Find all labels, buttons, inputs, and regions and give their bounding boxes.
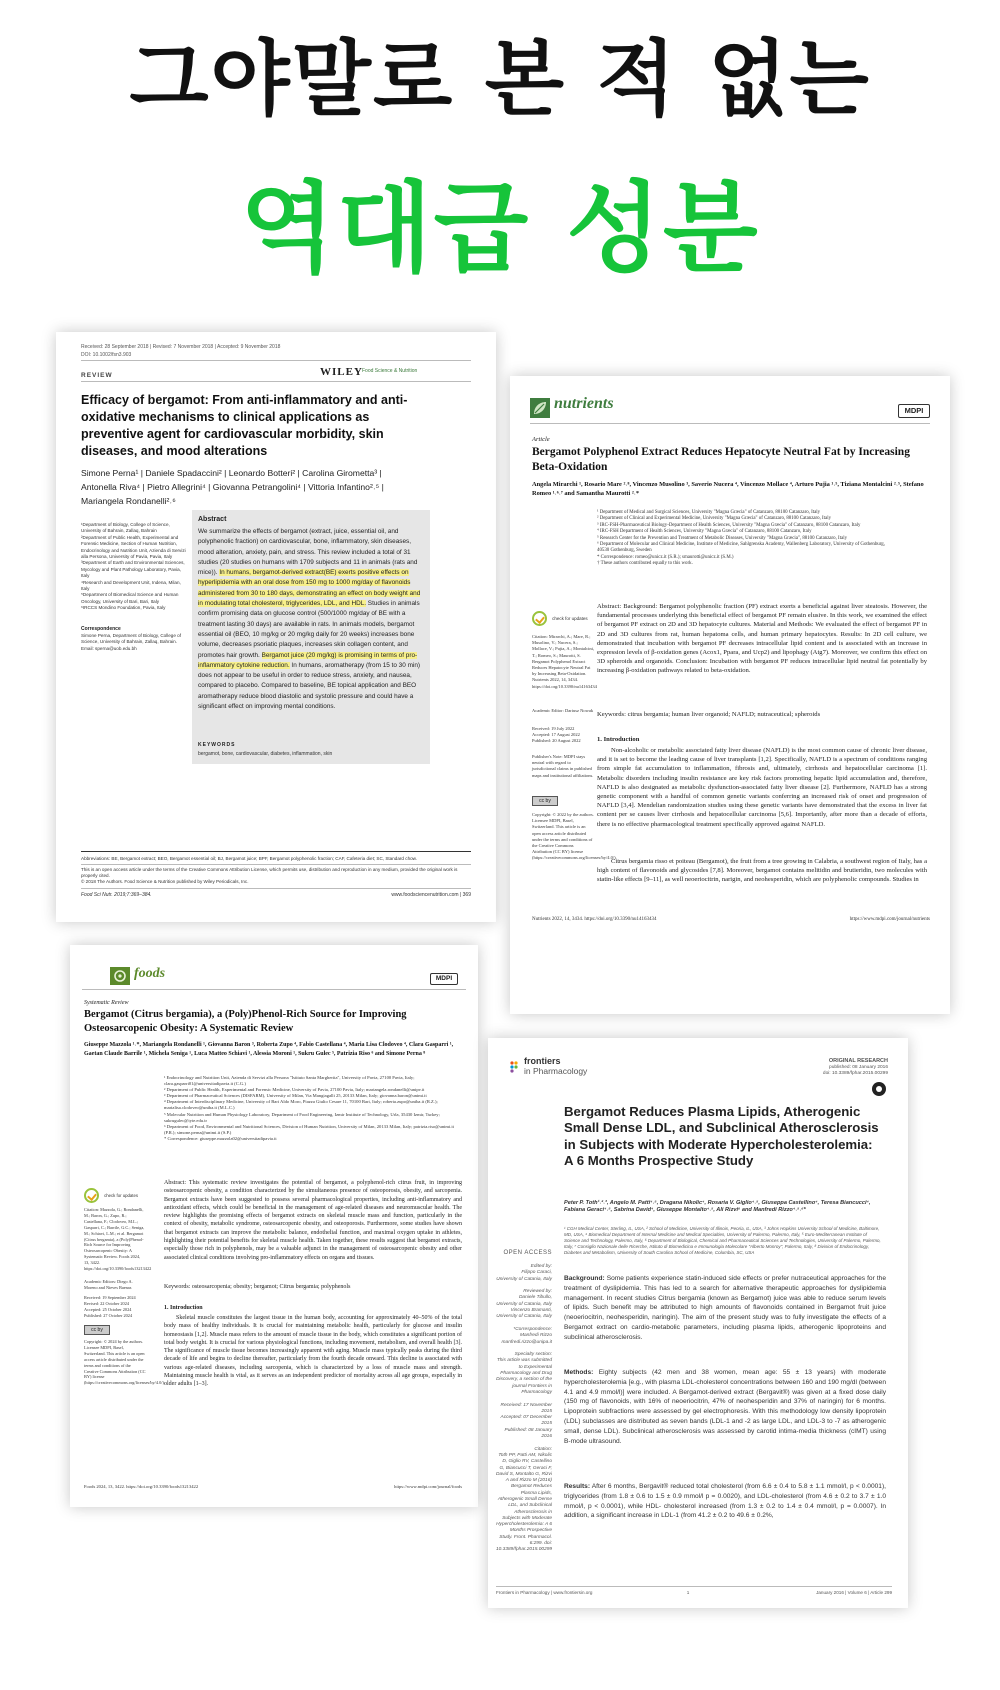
leaf-icon bbox=[530, 398, 550, 418]
check-updates-icon bbox=[532, 611, 547, 626]
footer-website: www.foodsciencenutrition.com | 369 bbox=[391, 892, 471, 898]
abstract: Abstract: Background: Bergamot polyphenolic fraction (PF) extract exerts a beneficial against liver steatosis. However, the fundamental processes underlying this beneficial effect of bergamot PF remain elusive. In this work, we examined the effect of bergamot PF extract on 2D and 3D hepatocyte cultures. Material and Methods: We evaluated the effect of bergamot PF in 2D and 3D cultures from rat, human hepatoma cells, and human primary hepatocytes. Results: In 2D cell culture, we demonstrated that incubation with bergamot PF decreases intracellular lipid content and is associated with an increase in expression levels of β-oxidation genes (Acox1, Ppara, and Ucp2) and lipophagy (Atg7). Moreover, we confirm this effect on 3D spheroids and organoids. Conclusion: Incubation with bergamot PF reduces intracellular lipid neutral fat potentially by increasing β-oxidation pathways related to beta-oxidation. bbox=[597, 603, 927, 675]
abstract-box bbox=[192, 510, 430, 764]
cc-by-license-badge: cc by bbox=[84, 1325, 110, 1335]
abstract-label: Abstract bbox=[198, 516, 227, 523]
keywords: bergamot, bone, cardiovascular, diabetes, inflammation, skin bbox=[198, 751, 333, 757]
paper-title: Bergamot Reduces Plasma Lipids, Atherogenic Small Dense LDL, and Subclinical Atherosclerosis in Subjects with Moderate Hypercholesterolemia: A 6 Months Prospective Study bbox=[564, 1104, 879, 1169]
abstract-background: Background: Some patients experience statin-induced side effects or prefer nutraceutical approaches for the treatment of dyslipidemia. This has led to a search for alternative therapeutic approaches for dyslipidemia management. In recent studies Citrus bergamia (known as Bergamot) juice was able to reduce serum levels of lipids. Such benefit may be attributed to high amounts of flavonoids contained in Bergamot fruit juice (neoeriocitrin, neohesperidin, naringin). The aim of the present study was to fully investigate the effects of a Bergamot extract on cardio-metabolic parameters, including plasma lipids, atherogenic lipoproteins and subclinical atherosclerosis. bbox=[564, 1275, 886, 1341]
paper-title: Bergamot (Citrus bergamia), a (Poly)Phenol-Rich Source for Improving Osteosarcopenic Obesity: A Systematic Review bbox=[84, 1009, 407, 1034]
keywords-label: KEYWORDS bbox=[198, 742, 236, 748]
abstract-text: We summarize the effects of bergamot (extract, juice, essential oil, and polyphenolic fraction) on cardiovascular, bone, inflammatory, skin diseases, mood alteration, anxiety, pain, and stress. This review included a total of 31 studies (20 studies on humans with 1709 subjects and 11 in animals (rats and mice)). In humans, bergamot-derived extract(BE) exerts positive effects on hyperlipidemia with an oral dose from 150 mg to 1000 mg/day of flavonoids administered from 30 to 180 days, demonstrating an effect on body weight and in modulating total cholesterol, triglycerides, LDL, and HDL. Studies in animals confirm promising data on glucose control (500/1000 mg/day of BE with a treatment lasting 30 days) are available in rats. In animals models, bergamot essential oil (BEO, 10 mg/kg or 20 mg/kg daily for 20 weeks) increases bone volume, decreases psoriatic plaques, increases skin collagen content, and promotes hair growth. Bergamot juice (20 mg/kg) is promising in terms of pro-inflammatory cytokine reduction. In humans, aromatherapy (from 15 to 30 min) does not appear to be useful in order to reduce stress, anxiety, and nausea, compared to placebo. Compared to baseline, BE topical application and BEO aromatherapy reduce blood diastolic and systolic pressure and could have a significant effect on improving mental conditions. bbox=[198, 528, 421, 711]
intro-paragraph-2: Citrus bergamia risso et poiteau (Bergamot), the fruit from a tree growing in Calabria, a southwest region of Italy, has a high content of flavonoids and glycosides [7,8]. Moreover, bergamot contains melitidin and brutieridin, two molecules with statin-like effects [9–11], as well neoeriocitrin, narigin, and neohesperidin, which are polyphenolic compounds. Studies in bbox=[597, 858, 927, 884]
doi: doi: 10.3389/fphar.2015.00299 bbox=[822, 1071, 888, 1076]
dates: Received: 28 September 2018 | Revised: 7 November 2018 | Accepted: 9 November 2018 bbox=[81, 344, 281, 350]
article-type: ORIGINAL RESEARCH bbox=[828, 1058, 888, 1064]
paper-foods-osteosarcopenic-obesity bbox=[70, 945, 478, 1507]
abstract-methods: Methods: Eighty subjects (42 men and 38 women, mean age: 55 ± 13 years) with moderate hypercholesterolemia [e.g., with plasma LDL-cholesterol concentrations between 160 and 190 mg/dl (between 4.1 and 4.9 mmol/l)] were included. A Bergamot-derived extract (Bergavit®) was given at a fixed dose daily (150 mg of flavonoids, with 16% of neoeriocitrin, 47% of neohesperidin and 37% of naringin) for 6 months. Lipoprotein subfractions were assessed by gel electrophoresis. With this methodology low density lipoprotein (LDL) subclasses are distributed as seven bands (LDL-1 and -2 as large LDL, and LDL-3 to -7 as atherogenic small, dense LDL). Subclinical atherosclerosis was assessed by carotid intima-media thickness (cIMT) using B-mode ultrasound. bbox=[564, 1369, 886, 1445]
footer-website: https://www.mdpi.com/journal/foods bbox=[394, 1484, 462, 1489]
publisher-logo: WILEY bbox=[320, 366, 363, 378]
intro-heading: 1. Introduction bbox=[597, 736, 640, 743]
footer-page-number: 1 bbox=[686, 1590, 690, 1595]
citation: Citation: Mirarchi, A.; Mare, R.; Musolino, V.; Nucera, S.; Mollace, V.; Pujia, A.; Montalcini, T.; Romeo, S.; Maurotti, S. Bergamot Polyphenol Extract Reduces Hepatocyte Neutral Fat by Increasing Beta-Oxidation. Nutrients 2022, 14, 3434. https://doi.org/10.3390/nu14163434 bbox=[532, 634, 597, 689]
copyright: Copyright: © 2024 by the authors. Licensee MDPI, Basel, Switzerland. This article is an open access article distributed under the terms and conditions of the Creative Commons Attribution (CC BY) license (https://creativecommons.org/licenses/by/4.0/). bbox=[84, 1339, 165, 1386]
correspondence-label: Correspondence bbox=[81, 626, 121, 632]
open-access-icon bbox=[872, 1082, 886, 1096]
journal-name-bottom: in Pharmacology bbox=[524, 1066, 588, 1076]
academic-editors: Academic Editors: Diego A. Moreno and Nieves Baenas bbox=[84, 1279, 133, 1290]
copyright: Copyright: © 2022 by the authors. Licensee MDPI, Basel, Switzerland. This article is an open access article distributed under the terms and conditions of the Creative Commons Attribution (CC BY) license (https://creativecommons.org/licenses/by/4.0/). bbox=[532, 812, 617, 861]
journal-name: foods bbox=[134, 966, 166, 981]
affiliations: ¹ Department of Medical and Surgical Sciences, University "Magna Græcia" of Catanzaro, 88100 Catanzaro, Italy ² Department of Clinical and Experimental Medicine, University "Magna Græcia" of Catanzaro, 88100 Catanzaro, Italy ³ IRC-FSH-Pharmaceutical Biology-Department of Health Sciences, University "Magna Græcia" of Catanzaro, 88100 Catanzaro, Italy ⁴ IRC-FSH Department of Health Sciences, University "Magna Græcia" of Catanzaro, 88100 Catanzaro, Italy ⁵ Research Center for the Prevention and Treatment of Metabolic Diseases, University "Magna Græcia", 88100 Catanzaro, Italy ⁶ Department of Molecular and Clinical Medicine, Institute of Medicine, Sahlgrenska Academy, Wallenberg Laboratory, University of Gothenburg, 40530 Gothenburg, Sweden * Correspondence: romeo@unicz.it (S.R.); smaurotti@unicz.it (S.M.) † These authors contributed equally to this work. bbox=[597, 510, 885, 567]
highlight-bergamot-juice: Bergamot juice (20 mg/kg) is promising in terms of pro-inflammatory cytokine reduction. bbox=[198, 651, 418, 669]
paper-title: Efficacy of bergamot: From anti-inflammatory and anti-oxidative mechanisms to clinical applications as preventive agent for cardiovascular morbidity, skin diseases, and mood alterations bbox=[81, 393, 408, 458]
footer-journal: Frontiers in Pharmacology | www.frontiersin.org bbox=[496, 1590, 593, 1595]
abstract-results: Results: After 6 months, Bergavit® reduced total cholesterol (from 6.6 ± 0.4 to 5.8 ± 1.1 mmol/l, p < 0.0001), triglycerides (from 1.8 ± 0.6 to 1.5 ± 0.9 mmol/l p = 0.0020), and LDL-cholesterol (from 4.6 ± 0.2 to 3.7 ± 1.0 mmol/l, p < 0.0001), while HDL- cholesterol increased (from 1.3 ± 0.2 to 1.4 ± 0.4 mmol/l, p = 0.0007). In addition, a significant increase in LDL-1 (from 41.2 ± 0.2 to 49.6 ± 0.2%, bbox=[564, 1483, 886, 1520]
check-updates-icon bbox=[84, 1188, 99, 1203]
author-list: Simone Perna¹ | Daniele Spadaccini² | Leonardo Botteri² | Carolina Girometta³ | Antonella Riva⁴ | Pietro Allegrini⁴ | Giovanna Petrangolini⁴ | Vittoria Infantino²˒⁵ | Mariangela Rondanelli²˒⁶ bbox=[81, 468, 384, 506]
paper-title: Bergamot Polyphenol Extract Reduces Hepatocyte Neutral Fat by Increasing Beta-Oxidation bbox=[532, 446, 910, 473]
citation: Citation: Mazzola, G.; Rondanelli, M.; Baron, G.; Zupo, R.; Castellana, F.; Clodoveo, M.L.; Gasparri, C.; Barrile, G.C.; Seniga, M.; Schiavi, L.M.; et al. Bergamot (Citrus bergamia), a (Poly)Phenol-Rich Source for Improving Osteosarcopenic Obesity: A Systematic Review. Foods 2024, 13, 3422. https://doi.org/10.3390/foods13213422 bbox=[84, 1207, 152, 1272]
section-label: REVIEW bbox=[81, 372, 113, 379]
paper-frontiers-bergamot-plasma-lipids bbox=[488, 1038, 908, 1608]
author-list: Peter P. Toth¹˒²˒³, Angelo M. Patti⁴˒⁵, Dragana Nikolic⁴, Rosaria V. Giglio⁴˒⁵, Giuseppa Castellino⁴, Teresa Biancucci⁴, Fabiana Geraci⁴˒⁵, Sabrina David⁴, Giuseppe Montalto⁴˒⁵, Ali Rizvi⁶ and Manfredi Rizzo⁴˒⁵˒⁶* bbox=[564, 1200, 871, 1214]
paper-nutrients-bergamot-hepatocyte bbox=[510, 376, 950, 1014]
keywords: Keywords: osteosarcopenia; obesity; bergamot; Citrus bergamia; polyphenols bbox=[164, 1284, 351, 1290]
cc-by-license-badge: cc by bbox=[532, 796, 558, 806]
correspondence: Simone Perna, Department of Biology, College of Science, University of Bahrain, Zallaq, Bahrain. Email: sperna@uob.edu.bh bbox=[81, 633, 182, 651]
mdpi-logo: MDPI bbox=[898, 404, 930, 418]
journal-name: Food Science & Nutrition bbox=[362, 368, 418, 374]
author-list: Giuseppe Mazzola ¹˒*, Mariangela Rondanelli ¹, Giovanna Baron ³, Roberta Zupo ⁴, Fabio Castellana ⁴, Maria Lisa Clodoveo ⁴, Clara Gasparri ¹, Gaetan Claude Barrile ¹, Michela Seniga ¹, Luca Matteo Schiavi ¹, Alessia Moroni ¹, Sukru Gulec ⁵, Patrizia Riso ⁶ and Simone Perna ⁸ bbox=[84, 1042, 454, 1057]
open-access-label: OPEN ACCESS bbox=[503, 1250, 552, 1256]
affiliations: ¹ Endocrinology and Nutrition Unit, Azienda di Servizi alla Persona "Istituto Santa Margherita", University of Pavia, 27100 Pavia, Italy; clara.gasparri01@universitadipavia.it (C.G.) ² Department of Public Health, Experimental and Forensic Medicine, University of Pavia, 27100 Pavia, Italy; mariangela.rondanelli@unipv.it ³ Department of Pharmaceutical Sciences (DISFARM), University of Milan, Via Mangiagalli 25, 20133 Milan, Italy; giovanna.baron@unimi.it ⁴ Department of Interdisciplinary Medicine, University of Bari Aldo Moro, Piazza Giulio Cesare 11, 70100 Bari, Italy; roberta.zupo@uniba.it (R.Z.); marialisa.clodoveo@uniba.it (M.L.C.) ⁵ Molecular Nutrition and Human Physiology Laboratory, Department of Food Engineering, Izmir Institute of Technology, Urla, 35430 Izmir, Turkey; sukrugulec@iyte.edu.tr ⁶ Department of Food, Environmental and Nutritional Sciences, Division of Human Nutrition, University of Milan, 20133 Milan, Italy; patrizia.riso@unimi.it (P.R.); simone.perna@unimi.it (S.P.) * Correspondence: giuseppe.mazzola02@universitadipavia.it bbox=[164, 1075, 454, 1141]
article-sidebar: Edited by: Filippo Caraci, University of Catania, Italy Reviewed by: Daniele Tibullo, University of Catania, Italy Vincenzo Bramanti, University of Catania, Italy *Correspondence: Manfredi Rizzo manfredi.rizzo@unipa.it Specialty section: This article was submitted to Experimental Pharmacology and Drug Discovery, a section of the journal Frontiers in Pharmacology Received: 17 November 2015 Accepted: 07 December 2015 Published: 08 January 2016 Citation: Toth PP, Patti AM, Nikolic D, Giglio RV, Castellino G, Biancucci T, Geraci F, David S, Montalto G, Rizvi A and Rizzo M (2016) Bergamot Reduces Plasma Lipids, Atherogenic Small Dense LDL, and Subclinical Atherosclerosis in Subjects with Moderate Hypercholesterolemia: A 6 Months Prospective Study. Front. Pharmacol. 6:299. doi: 10.3389/fphar.2015.00299 bbox=[496, 1264, 553, 1553]
intro-heading: 1. Introduction bbox=[164, 1305, 203, 1311]
affiliations: ¹Department of Biology, College of Science, University of Bahrain, Zallaq, Bahrain ²Department of Public Health, Experimental and Forensic Medicine, Section of Human Nutrition, Endocrinology and Nutrition Unit, Azienda di Servizi alla Persona, University of Pavia, Pavia, Italy ³Department of Earth and Environmental Sciences, Mycology and Plant Pathology Laboratory, Pavia, Italy ⁴Research and Development Unit, Indena, Milan, Italy ⁵Department of Biomedical Science and Human Oncology, University of Bari, Bari, Italy ⁶IRCCS Mondino Foundation, Pavia, Italy bbox=[81, 522, 186, 611]
frontiers-logo-icon bbox=[510, 1058, 520, 1070]
check-for-updates-badge[interactable]: check for updates bbox=[532, 608, 592, 627]
foods-logo-icon bbox=[110, 967, 130, 985]
intro-paragraph: Skeletal muscle constitutes the largest tissue in the human body, accounting for approximately 40–50% of the total body mass of healthy individuals. It is crucial for maintaining metabolic health, particularly for glucose and insulin homeostasis [1,2]. Muscle mass refers to the amount of muscle tissue in the body, which constitutes a significant portion of total body weight. It is crucial for various physiological functions, including movement, metabolism, and overall health [3]. The significance of muscle tissue becomes increasingly apparent with aging. Muscle mass typically peaks during the third decade of life and begins to decline thereafter, particularly from the fourth decade onward. This decline is associated with various age-related diseases, including sarcopenia, which is characterized by a loss of muscle mass and strength. Maintaining muscle health is vital, as it serves as an independent predictor of mortality across all age groups, especially in older adults [1–3]. bbox=[164, 1315, 462, 1388]
abbreviations: Abbreviations: BE, Bergamot extract; BEO, Bergamot essential oil; BJ, Bergamot juice; BPF, Bergamot polyphenolic fraction; CAF, Cafeteria diet; SC, Standard chow. bbox=[81, 856, 418, 861]
article-type: Systematic Review bbox=[84, 1000, 129, 1006]
highlight-hyperlipidemia: In humans, bergamot-derived extract(BE) exerts positive effects on hyperlipidemia with an oral dose from 150 mg to 1000 mg/day of flavonoids administered from 30 to 180 days, demonstrating an effect on body weight and in modulating total cholesterol, triglycerides, LDL, and HDL. bbox=[198, 569, 421, 608]
academic-editor: Academic Editor: Dariusz Nowak bbox=[532, 708, 594, 713]
published-date: published: 08 January 2016 bbox=[829, 1065, 888, 1070]
keywords: Keywords: citrus bergamia; human liver organoid; NAFLD; nutraceutical; spheroids bbox=[597, 711, 821, 718]
license: This is an open access article under the terms of the Creative Commons Attribution License, which permits use, distribution and reproduction in any medium, provided the original work is properly cited. © 2018 The Authors. Food Science & Nutrition published by Wiley Periodicals, Inc. bbox=[81, 867, 458, 884]
article-dates: Received: 19 July 2022 Accepted: 17 August 2022 Published: 20 August 2022 bbox=[532, 726, 581, 744]
publisher-note: Publisher's Note: MDPI stays neutral with regard to jurisdictional claims in published maps and institutional affiliations. bbox=[532, 754, 594, 778]
footer-citation: Foods 2024, 13, 3422. https://doi.org/10.3390/foods13213422 bbox=[84, 1484, 199, 1489]
paper-wiley-bergamot-review bbox=[56, 332, 496, 922]
footer-website: https://www.mdpi.com/journal/nutrients bbox=[849, 917, 930, 922]
footer-volume: January 2016 | Volume 6 | Article 299 bbox=[816, 1590, 892, 1595]
article-type: Article bbox=[532, 436, 550, 443]
journal-name: nutrients bbox=[554, 395, 614, 412]
headline-line-2: 역대급 성분 bbox=[240, 172, 760, 286]
doi: DOI: 10.1002/fsn3.903 bbox=[81, 352, 132, 358]
intro-paragraph-1: Non-alcoholic or metabolic associated fatty liver disease (NAFLD) is the most common cause of chronic liver disease, and it is set to become the leading cause of liver transplants [1,2]. Specifically, NAFLD is a spectrum of conditions ranging from simple fat accumulation to inflammation, fibrosis and, ultimately, cirrhosis and hepatocellular carcinoma [1]. Metabolic disorders including insulin resistance are key risk factors promoting hepatic lipid accumulation and, therefore, NAFLD is also designated as metabolic dysfunction-associated fatty liver disease [2]. Furthermore, NAFLD has a strong genetic component with a handful of common genetic variants conferring an increased risk of onset and progression of NAFLD [3,4]. Mendelian randomization studies using these genetic variants have demonstrated that the excess in liver fat content per se causes liver cirrhosis and hepatocellular carcinoma [5,6]. Importantly, after more than a decade of efforts, there is no effective pharmacological treatment specifically approved against NAFLD. bbox=[597, 747, 927, 828]
footer-citation: Food Sci Nutr. 2019;7:369–384. bbox=[81, 892, 152, 898]
check-for-updates-badge[interactable]: check for updates bbox=[84, 1185, 144, 1204]
headline-line-1: 그야말로 본 적 없는 bbox=[129, 32, 871, 127]
affiliations: ¹ CGH Medical Center, Sterling, IL, USA, ² School of Medicine, University of Illinois, Peoria, IL, USA, ³ Johns Hopkins University School of Medicine, Baltimore, MD, USA, ⁴ Biomedical Department of Internal Medicine and Medical Specialties, University of Palermo, Palermo, Italy, ⁵ Euro-Mediterranean Institute of Science and Technology, Palermo, Italy, ⁶ Department of Biological, Chemical and Pharmaceutical Sciences and Technologies, University of Palermo, Palermo, Italy, ⁷ Consiglio Nazionale delle Ricerche, Istituto di Biomedicina e Immunologia Molecolare "Alberto Monroy", Palermo, Italy, ⁸ Division of Endocrinology, Diabetes and Metabolism, University of South Carolina School of Medicine, Columbia, SC, USA bbox=[564, 1226, 881, 1256]
footer-citation: Nutrients 2022, 14, 3434. https://doi.org/10.3390/nu14163434 bbox=[532, 917, 657, 922]
article-dates: Received: 19 September 2024 Revised: 22 October 2024 Accepted: 25 October 2024 Published: 27 October 2024 bbox=[84, 1295, 136, 1318]
journal-name-top: frontiers bbox=[524, 1056, 561, 1066]
author-list: Angela Mirarchi ¹, Rosario Mare ²˒⁸, Vincenzo Musolino ³, Saverio Nucera ⁴, Vincenzo Mollace ⁴, Arturo Pujia ¹˒⁵, Tiziana Montalcini ²˒⁵, Stefano Romeo ¹˒⁶˒⁷ and Samantha Maurotti ²˒* bbox=[532, 481, 924, 497]
abstract: Abstract: This systematic review investigates the potential of bergamot, a polyphenol-rich citrus fruit, in improving osteosarcopenic obesity, a condition characterized by the simultaneous presence of osteoporosis, obesity, and sarcopenia. Bergamot extracts have been suggested to possess several pharmacological properties, including anti-inflammatory and antioxidant effects, which could be beneficial in the management of age-related diseases and neuromuscular health. The review highlights the promising effects of bergamot extracts on skeletal muscle mass and function, particularly in the context of obesity, metabolic syndrome, osteosarcopenic obesity, and osteoporosis. Furthermore, some studies have shown that bergamot extracts can improve the metabolic balance, endothelial function, and maximal oxygen uptake in athletes, highlighting their potential benefits for skeletal muscle health. Taken together, these results suggest that bergamot extracts, especially those rich in polyphenols, may be a valuable adjunct in the management of osteosarcopenic obesity and other associated clinical conditions involving pro-inflammatory effects on organs and tissues. bbox=[164, 1180, 462, 1261]
mdpi-logo: MDPI bbox=[430, 973, 458, 985]
